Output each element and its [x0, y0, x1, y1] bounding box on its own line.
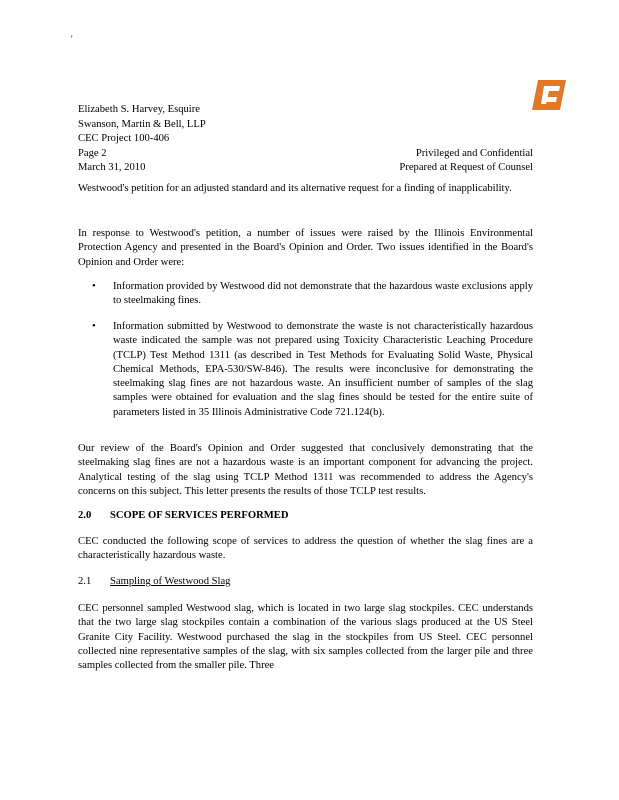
- bullet-icon: •: [92, 321, 96, 332]
- letter-date: March 31, 2010: [78, 162, 146, 173]
- recipient-firm: Swanson, Martin & Bell, LLP: [78, 118, 206, 130]
- section-title: Sampling of Westwood Slag: [110, 576, 231, 587]
- paragraph-2: In response to Westwood's petition, a number of issues were raised by the Illinois Environmental Protection Agency and presented in the Board's Opinion and Order. Two issues identified in the Board's Opinion and Order were:: [78, 228, 533, 268]
- section-title: SCOPE OF SERVICES PERFORMED: [110, 510, 289, 521]
- letter-header: [78, 103, 533, 176]
- paragraph-1: Westwood's petition for an adjusted standard and its alternative request for a finding of inapplicability.: [78, 183, 512, 194]
- page-mark: ': [71, 34, 73, 44]
- bullet-icon: •: [92, 281, 96, 292]
- section-number: 2.1: [78, 576, 92, 587]
- paragraph-4: CEC conducted the following scope of services to address the question of whether the slag fines are a characteristically hazardous waste.: [78, 536, 533, 562]
- section-heading-2-0: [78, 509, 533, 523]
- section-heading-2-1: [78, 575, 533, 589]
- bullet-text: Information provided by Westwood did not demonstrate that the hazardous waste exclusions apply to steelmaking fines.: [113, 281, 533, 307]
- header-row-page: [78, 147, 533, 162]
- recipient-name: Elizabeth S. Harvey, Esquire: [78, 104, 200, 115]
- confidential-label: Privileged and Confidential: [415, 147, 533, 159]
- paragraph-5: CEC personnel sampled Westwood slag, which is located in two large slag stockpiles. CEC understands that the two large slag stockpiles contain a combination of the various slags produced at the US Steel Granite City Facility. Westwood purchased the slag in the stockpiles from US Steel. CEC personnel collected nine representative samples of the slag, with six samples collected from the larger pile and three samples collected from the smaller pile. Three: [78, 603, 533, 672]
- project-number: CEC Project 100-406: [78, 133, 170, 144]
- prepared-label: Prepared at Request of Counsel: [399, 162, 533, 173]
- page-label: Page 2: [78, 147, 107, 159]
- header-row-date: [78, 161, 533, 176]
- section-number: 2.0: [78, 510, 92, 521]
- bullet-text: Information submitted by Westwood to demonstrate the waste is not characteristically hazardous waste indicated the sample was not prepared using Toxicity Characteristic Leaching Procedure (TCLP) Test Method 1311 (as described in Test Methods for Evaluating Solid Waste, Physical Chemical Methods, EPA-530/SW-846). The results were inconclusive for demonstrating the steelmaking slag fines are not hazardous waste. An insufficient number of samples of the slag samples were obtained for evaluation and the slag fines should be tested for the entire suite of parameters listed in 35 Illinois Administrative Code 721.124(b).: [113, 321, 533, 418]
- paragraph-3: Our review of the Board's Opinion and Order suggested that conclusively demonstrating that the steelmaking slag fines are not a hazardous waste is an important component for advancing the project. Analytical testing of the slag using TCLP Method 1311 was recommended to address the Agency's concerns on this subject. This letter presents the results of those TCLP test results.: [78, 443, 533, 497]
- cec-logo-icon: [532, 80, 566, 110]
